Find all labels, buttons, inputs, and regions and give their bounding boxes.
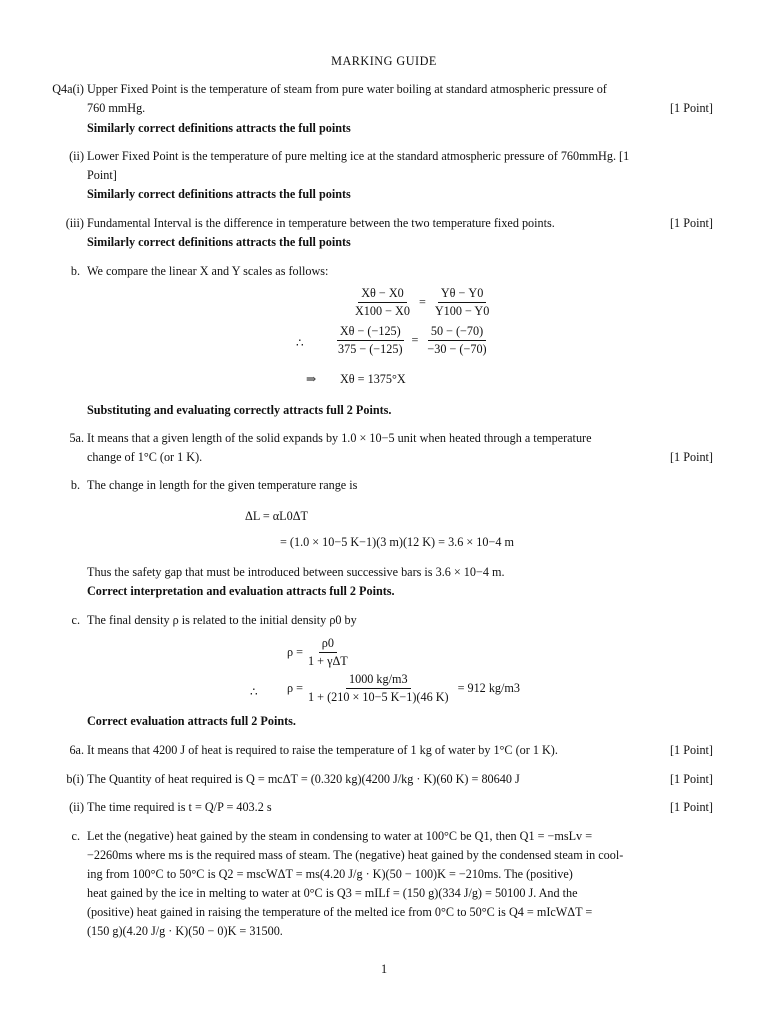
q5c-label: c. bbox=[71, 613, 80, 627]
q5b-intro: The change in length for the given temperature range is bbox=[87, 478, 358, 492]
q6a-text: It means that 4200 J of heat is required to raise the temperature of 1 kg of water by 1°C (or 1 K). bbox=[87, 743, 558, 757]
q5a-line2: change of 1°C (or 1 K). bbox=[87, 450, 203, 464]
q4ai-points: [1 Point] bbox=[670, 101, 713, 115]
implies-symbol: ⇒ bbox=[306, 372, 317, 386]
q6bii-label: (ii) bbox=[69, 800, 84, 814]
q5c-equation-1 bbox=[287, 636, 353, 669]
eq4-numerator: 1000 kg/m3 bbox=[346, 672, 411, 689]
q6bi-text: The Quantity of heat required is Q = mcΔT = (0.320 kg)(4200 J/kg · K)(60 K) = 80640 J bbox=[87, 772, 520, 786]
q5b-label: b. bbox=[70, 478, 80, 492]
eq4-rhs: = 912 kg/m3 bbox=[457, 681, 520, 695]
q4b-label: b. bbox=[70, 264, 80, 278]
eq1-left-denominator: X100 − X0 bbox=[355, 304, 410, 318]
q4aii-line2: Point] bbox=[87, 168, 117, 182]
q4aiii-line1: Fundamental Interval is the difference in temperature between the two temperature fixed points. bbox=[87, 216, 555, 230]
q5b-equation-2: = (1.0 × 10−5 K−1)(3 m)(12 K) = 3.6 × 10−4 m bbox=[280, 535, 514, 549]
q5a-label: 5a. bbox=[69, 431, 84, 445]
q4ai-note: Similarly correct definitions attracts the full points bbox=[87, 121, 351, 135]
q4b-result: Xθ = 1375°X bbox=[340, 372, 406, 386]
q5b-conclusion: Thus the safety gap that must be introduced between successive bars is 3.6 × 10−4 m. bbox=[87, 565, 505, 579]
therefore-symbol: ∴ bbox=[296, 336, 304, 350]
eq1-right-denominator: Y100 − Y0 bbox=[434, 304, 490, 318]
q5b-note: Correct interpretation and evaluation attracts full 2 Points. bbox=[87, 584, 395, 598]
q4aiii-label: (iii) bbox=[65, 216, 84, 230]
q4ai-label: Q4a(i) bbox=[52, 82, 84, 96]
q6a-label: 6a. bbox=[69, 743, 84, 757]
eq3-lhs: ρ = bbox=[287, 645, 304, 659]
q6c-line5: (positive) heat gained in raising the temperature of the melted ice from 0°C to 50°C is Q4 = mIcWΔT = bbox=[87, 905, 593, 919]
eq2-right-denominator: −30 − (−70) bbox=[427, 342, 487, 356]
eq2-left-denominator: 375 − (−125) bbox=[338, 342, 403, 356]
q5a-line1: It means that a given length of the solid expands by 1.0 × 10−5 unit when heated through a temperature bbox=[87, 431, 592, 445]
q4aii-line1: Lower Fixed Point is the temperature of pure melting ice at the standard atmospheric pressure of 760mmHg. [1 bbox=[87, 149, 630, 163]
q6c-line6: (150 g)(4.20 J/g · K)(50 − 0)K = 31500. bbox=[87, 924, 283, 938]
q5a-points: [1 Point] bbox=[670, 450, 713, 464]
q6a-points: [1 Point] bbox=[670, 743, 713, 757]
eq1-right-numerator: Yθ − Y0 bbox=[438, 286, 487, 303]
q6c-line4: heat gained by the ice in melting to water at 0°C is Q3 = mILf = (150 g)(334 J/g) = 50100 J. And the bbox=[87, 886, 578, 900]
q4aii-label: (ii) bbox=[69, 149, 84, 163]
q6c-label: c. bbox=[71, 829, 80, 843]
eq2-right-numerator: 50 − (−70) bbox=[428, 324, 486, 341]
q4b-equation-2: $\frac{X\theta - (-125)}{375 - (-125)}$ = $\frac{50 - (-70)}{-30 - (-70)}$ bbox=[333, 324, 492, 357]
page-title: MARKING GUIDE bbox=[331, 54, 437, 68]
eq4-lhs: ρ = bbox=[287, 681, 304, 695]
q5c-note: Correct evaluation attracts full 2 Points. bbox=[87, 714, 296, 728]
q6c-line2: −2260ms where ms is the required mass of steam. The (negative) heat gained by the condensed steam in cool- bbox=[87, 848, 624, 862]
q4ai-line1: Upper Fixed Point is the temperature of steam from pure water boiling at standard atmospheric pressure of bbox=[87, 82, 607, 96]
q4b-equation-1: $\frac{X\theta - X0}{X100 - X0}$ = $\frac{Y\theta - Y0}{Y100 - Y0}$ bbox=[350, 286, 494, 319]
q4b-note: Substituting and evaluating correctly attracts full 2 Points. bbox=[87, 403, 392, 417]
q4ai-line2: 760 mmHg. bbox=[87, 101, 146, 115]
eq2-left-numerator: Xθ − (−125) bbox=[337, 324, 404, 341]
q6c-line1: Let the (negative) heat gained by the steam in condensing to water at 100°C be Q1, then Q1 = −msLv = bbox=[87, 829, 593, 843]
q6bii-text: The time required is t = Q/P = 403.2 s bbox=[87, 800, 272, 814]
therefore-symbol-2: ∴ bbox=[250, 685, 258, 699]
q6bi-points: [1 Point] bbox=[670, 772, 713, 786]
eq3-numerator: ρ0 bbox=[319, 636, 337, 653]
q4aiii-points: [1 Point] bbox=[670, 216, 713, 230]
q4b-intro: We compare the linear X and Y scales as follows: bbox=[87, 264, 329, 278]
eq1-left-numerator: Xθ − X0 bbox=[358, 286, 407, 303]
q5b-equation-1: ΔL = αL0ΔT bbox=[245, 509, 309, 523]
page-number: 1 bbox=[380, 962, 388, 976]
q6bi-label: b(i) bbox=[66, 772, 84, 786]
q4aiii-note: Similarly correct definitions attracts the full points bbox=[87, 235, 351, 249]
q6c-line3: ing from 100°C to 50°C is Q2 = mscWΔT = ms(4.20 J/g · K)(50 − 100)K = −210ms. The (positive) bbox=[87, 867, 573, 881]
q4aii-note: Similarly correct definitions attracts the full points bbox=[87, 187, 351, 201]
q5c-intro: The final density ρ is related to the initial density ρ0 by bbox=[87, 613, 357, 627]
eq3-denominator: 1 + γΔT bbox=[308, 654, 348, 668]
eq4-denominator: 1 + (210 × 10−5 K−1)(46 K) bbox=[308, 690, 449, 704]
q6bii-points: [1 Point] bbox=[670, 800, 713, 814]
q5c-equation-2 bbox=[287, 672, 524, 705]
